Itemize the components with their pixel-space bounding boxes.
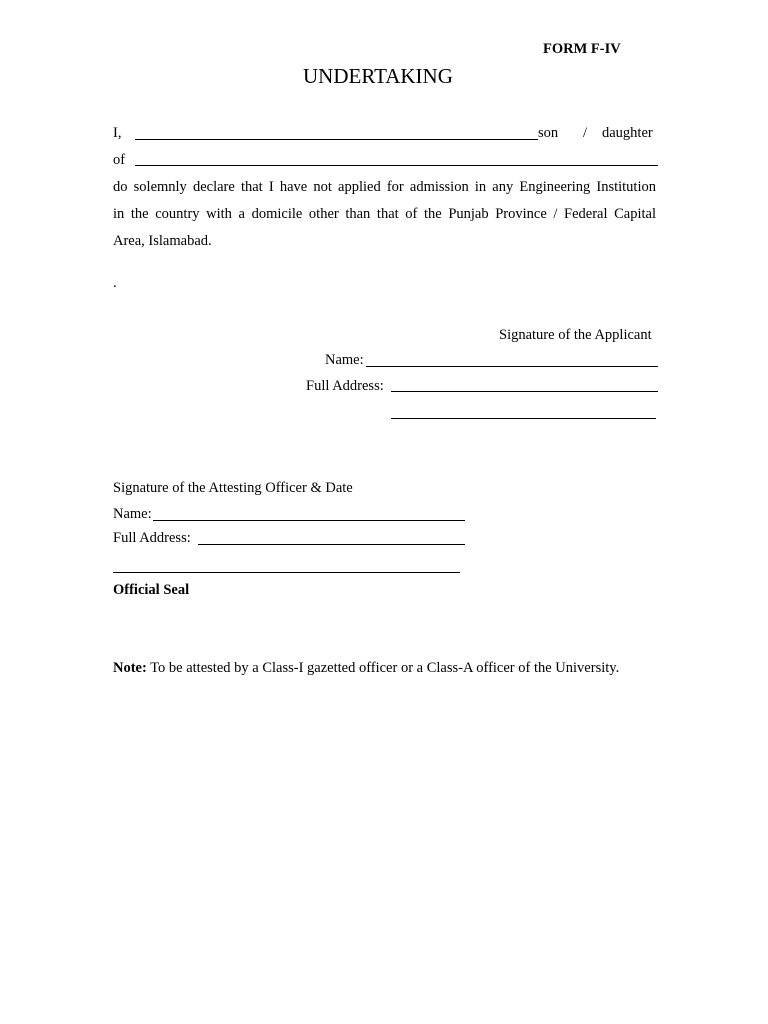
officer-name-field[interactable]	[153, 520, 465, 521]
applicant-name-blank[interactable]	[135, 139, 538, 140]
declaration-line-3: Area, Islamabad.	[113, 233, 212, 249]
officer-address-label: Full Address:	[113, 530, 191, 546]
stray-dot: .	[113, 275, 117, 291]
of-label: of	[113, 152, 126, 168]
declaration-line-2: in the country with a domicile other than that of the Punjab Province / Federal Capital	[113, 206, 656, 222]
applicant-address-field-2[interactable]	[391, 418, 656, 419]
applicant-name-field[interactable]	[366, 366, 658, 367]
son-label: son	[538, 125, 559, 141]
officer-address-field[interactable]	[198, 544, 465, 545]
applicant-signature-label: Signature of the Applicant	[499, 327, 652, 343]
applicant-address-field[interactable]	[391, 391, 658, 392]
officer-signature-label: Signature of the Attesting Officer & Date	[113, 480, 353, 496]
i-label: I,	[113, 125, 122, 141]
note	[113, 659, 619, 677]
officer-address-field-2[interactable]	[113, 572, 460, 573]
note-text: To be attested by a Class-I gazetted officer or a Class-A officer of the University.	[146, 660, 620, 676]
note-label: Note:	[113, 660, 147, 676]
declaration-line-1: do solemnly declare that I have not applied for admission in any Engineering Institution	[113, 179, 656, 195]
parent-name-blank[interactable]	[135, 165, 658, 166]
form-number: FORM F-IV	[543, 41, 621, 57]
applicant-name-label: Name:	[325, 352, 364, 368]
applicant-address-label: Full Address:	[306, 378, 384, 394]
page-title: UNDERTAKING	[303, 64, 453, 88]
officer-name-label: Name:	[113, 506, 152, 522]
daughter-label: daughter	[602, 125, 653, 141]
official-seal-label: Official Seal	[113, 582, 190, 598]
slash-separator: /	[583, 125, 588, 141]
